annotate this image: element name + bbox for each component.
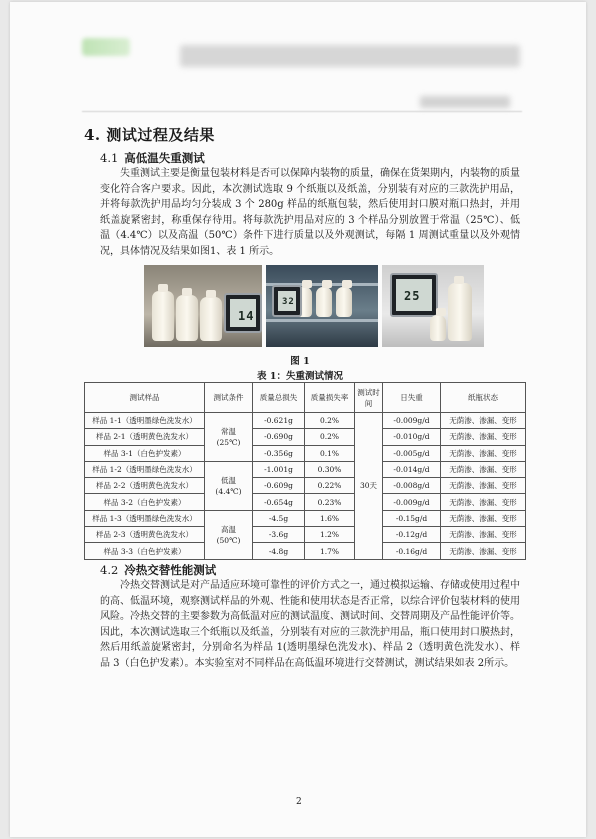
cell-loss: -0.690g (253, 429, 305, 445)
cell-rate: 0.23% (305, 494, 355, 510)
table-row (85, 494, 526, 510)
cell-loss: -0.609g (253, 478, 305, 494)
cell-rate: 1.7% (305, 543, 355, 559)
cell-state: 无荫渗、渗漏、变形 (441, 494, 526, 510)
cell-rate: 0.2% (305, 413, 355, 429)
header-condition: 测试条件 (205, 383, 253, 413)
table-row (85, 413, 526, 429)
subsection-heading-2 (100, 562, 216, 578)
cell-loss: -0.654g (253, 494, 305, 510)
table-row (85, 461, 526, 477)
cell-daily: -0.014g/d (383, 461, 441, 477)
table-caption: 表 1：失重测试情况 (257, 371, 343, 382)
photo-low-temp (266, 265, 378, 347)
cell-condition: 常温 (25℃) (205, 413, 253, 462)
cell-rate: 0.1% (305, 445, 355, 461)
weight-loss-table (84, 382, 526, 560)
cell-loss: -4.5g (253, 510, 305, 526)
cell-rate: 1.6% (305, 510, 355, 526)
cell-daily: -0.15g/d (383, 510, 441, 526)
figure-photos (144, 265, 484, 347)
photo-high-temp (382, 265, 484, 347)
cell-state: 无荫渗、渗漏、变形 (441, 461, 526, 477)
photo-room-temp (144, 265, 262, 347)
hygrometer-3: 25 (390, 273, 438, 317)
header-total-loss: 质量总损失 (253, 383, 305, 413)
cell-loss: -0.356g (253, 445, 305, 461)
cell-loss: -3.6g (253, 527, 305, 543)
header-loss-rate: 质量损失率 (305, 383, 355, 413)
cell-daily: -0.005g/d (383, 445, 441, 461)
cell-sample: 样品 1-3（透明墨绿色洗发水） (85, 510, 205, 526)
header-bottle-state: 纸瓶状态 (441, 383, 526, 413)
cell-daily: -0.009g/d (383, 413, 441, 429)
header-sample: 测试样品 (85, 383, 205, 413)
cell-daily: -0.010g/d (383, 429, 441, 445)
cell-rate: 0.22% (305, 478, 355, 494)
table-row (85, 527, 526, 543)
figure-caption: 图 1 (290, 356, 310, 367)
page-number: 2 (296, 797, 302, 807)
cell-condition: 低温 (4.4℃) (205, 461, 253, 510)
cell-test-time: 30天 (355, 413, 383, 560)
cell-state: 无荫渗、渗漏、变形 (441, 478, 526, 494)
table-row (85, 510, 526, 526)
cell-sample: 样品 1-2（透明墨绿色洗发水） (85, 461, 205, 477)
header-daily-loss: 日失重 (383, 383, 441, 413)
table-row (85, 429, 526, 445)
cell-daily: -0.009g/d (383, 494, 441, 510)
cell-daily: -0.16g/d (383, 543, 441, 559)
cell-daily: -0.008g/d (383, 478, 441, 494)
cell-state: 无荫渗、渗漏、变形 (441, 527, 526, 543)
subsection-title: 冷热交替性能测试 (124, 563, 217, 577)
cell-state: 无荫渗、渗漏、变形 (441, 429, 526, 445)
table-header-row (85, 383, 526, 413)
header-blurred-subtitle (420, 96, 510, 108)
paragraph-weight-loss: 失重测试主要是衡量包装材料是否可以保障内装物的质量，确保在货架期内，内装物的质量变化符合客户要求。因此，本次测试选取 9 个纸瓶以及纸盖，分别装有对应的三款洗护用品，并将每款洗护用品均匀分装成 3 个 280g 样品的纸瓶包装，然后使用封口膜对瓶口热封，并用纸盖旋紧密封，称重保存待用。将每款洗护用品对应的 3 个样品分别放置于常温（25℃）、低温（4.4℃）以及高温（50℃）条件下进行质量以及外观测试，每隔 1 周测试重量以及外观情况，具体情况及结果如图1、表 1 所示。 (100, 168, 520, 257)
subsection-title: 高低温失重测试 (124, 151, 205, 165)
cell-sample: 样品 3-2（白色护发素） (85, 494, 205, 510)
header-logo (82, 38, 130, 56)
header-rule (82, 111, 522, 112)
cell-sample: 样品 2-3（透明黄色洗发水） (85, 527, 205, 543)
cell-loss: -1.001g (253, 461, 305, 477)
cell-rate: 0.30% (305, 461, 355, 477)
header-test-time: 测试时间 (355, 383, 383, 413)
cell-loss: -0.621g (253, 413, 305, 429)
table-row (85, 445, 526, 461)
cell-daily: -0.12g/d (383, 527, 441, 543)
cell-loss: -4.8g (253, 543, 305, 559)
hygrometer-1: 14 (224, 293, 262, 333)
section-title: 4. 测试过程及结果 (84, 126, 215, 144)
subsection-number: 4.1 (100, 151, 119, 165)
table-row (85, 478, 526, 494)
cell-rate: 0.2% (305, 429, 355, 445)
cell-state: 无荫渗、渗漏、变形 (441, 510, 526, 526)
table-row (85, 543, 526, 559)
header-blurred-title (180, 45, 520, 67)
cell-state: 无荫渗、渗漏、变形 (441, 413, 526, 429)
subsection-heading-1 (100, 150, 205, 166)
cell-sample: 样品 3-1（白色护发素） (85, 445, 205, 461)
paragraph-thermal-cycle: 冷热交替测试是对产品适应环境可靠性的评价方式之一，通过模拟运输、存储或使用过程中的高、低温环境，观察测试样品的外观、性能和使用状态是否正常，以综合评价包装材料的使用风险。冷热交替的主要参数为高低温对应的测试温度、测试时间、交替周期及产品性能评价等。因此，本次测试选取三个纸瓶以及纸盖，分别装有对应的三款洗护用品，瓶口使用封口膜热封，然后用纸盖旋紧密封，分别命名为样品 1(透明墨绿色洗发水)、样品 2（透明黄色洗发水）、样品 3（白色护发素）。本实验室对不同样品在高低温环境进行交替测试，测试结果如表 2所示。 (100, 580, 520, 669)
cell-state: 无荫渗、渗漏、变形 (441, 543, 526, 559)
cell-sample: 样品 2-1（透明黄色洗发水） (85, 429, 205, 445)
cell-sample: 样品 1-1（透明墨绿色洗发水） (85, 413, 205, 429)
cell-sample: 样品 3-3（白色护发素） (85, 543, 205, 559)
cell-condition: 高温 (50℃) (205, 510, 253, 559)
cell-state: 无荫渗、渗漏、变形 (441, 445, 526, 461)
hygrometer-2: 32 (272, 285, 302, 317)
subsection-number: 4.2 (100, 563, 119, 577)
cell-rate: 1.2% (305, 527, 355, 543)
cell-sample: 样品 2-2（透明黄色洗发水） (85, 478, 205, 494)
